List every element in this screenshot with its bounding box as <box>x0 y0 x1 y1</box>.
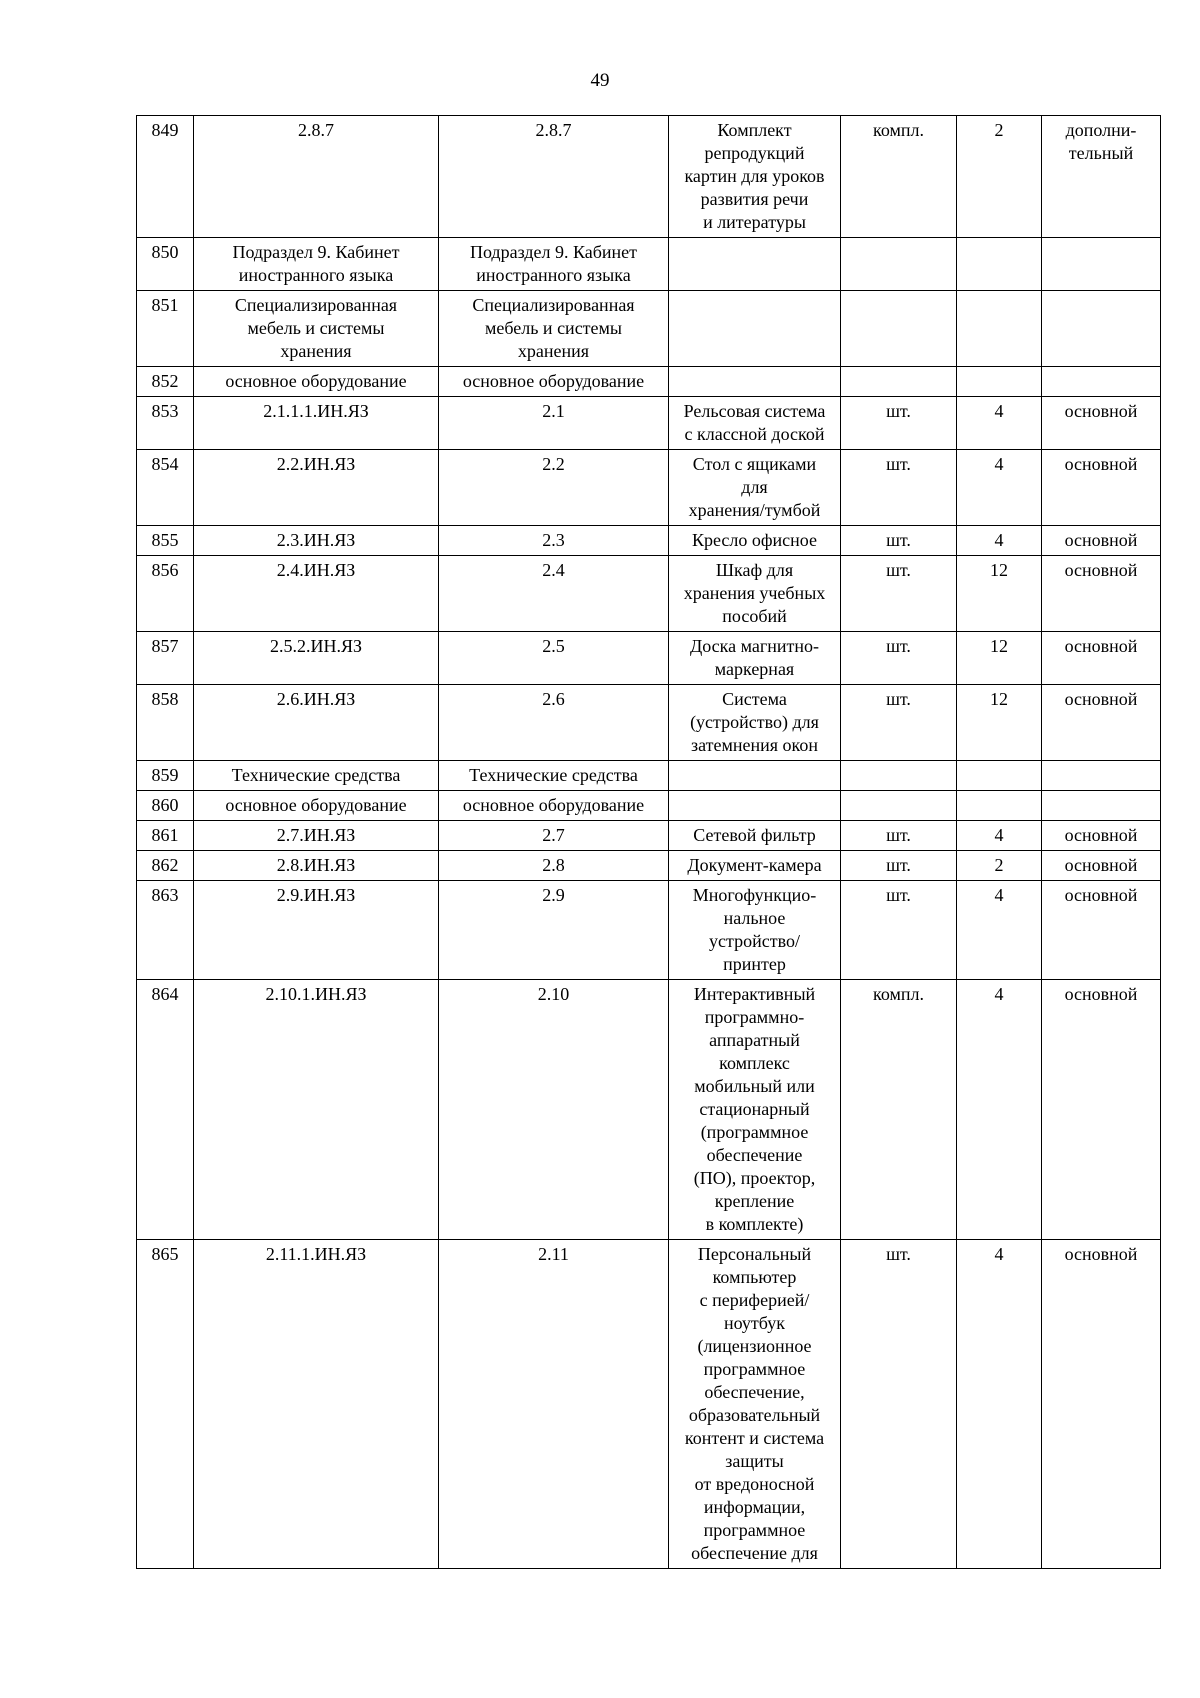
cell-section: 2.5 <box>439 632 669 685</box>
cell-name: Персональный компьютер с периферией/ ноутбук (лицензионное программное обеспечение, образовательный контент и система защиты от вредоносной информации, программное обеспечение для <box>669 1240 841 1569</box>
table-row <box>137 821 1161 851</box>
cell-number: 858 <box>137 685 194 761</box>
cell-name: Доска магнитно- маркерная <box>669 632 841 685</box>
cell-section: основное оборудование <box>439 791 669 821</box>
cell-unit: шт. <box>841 556 957 632</box>
cell-unit: компл. <box>841 116 957 238</box>
cell-section: основное оборудование <box>439 367 669 397</box>
cell-type <box>1042 367 1161 397</box>
cell-unit: шт. <box>841 685 957 761</box>
cell-section: 2.8 <box>439 851 669 881</box>
cell-code: 2.5.2.ИН.ЯЗ <box>194 632 439 685</box>
cell-number: 860 <box>137 791 194 821</box>
cell-type: основной <box>1042 526 1161 556</box>
cell-section: 2.1 <box>439 397 669 450</box>
cell-code: 2.2.ИН.ЯЗ <box>194 450 439 526</box>
cell-number: 864 <box>137 980 194 1240</box>
cell-code: 2.9.ИН.ЯЗ <box>194 881 439 980</box>
cell-number: 849 <box>137 116 194 238</box>
cell-section: 2.3 <box>439 526 669 556</box>
table-row <box>137 291 1161 367</box>
cell-code: 2.4.ИН.ЯЗ <box>194 556 439 632</box>
cell-unit: шт. <box>841 397 957 450</box>
cell-unit: шт. <box>841 821 957 851</box>
cell-type: основной <box>1042 685 1161 761</box>
cell-number: 854 <box>137 450 194 526</box>
cell-code: 2.8.7 <box>194 116 439 238</box>
cell-code: 2.11.1.ИН.ЯЗ <box>194 1240 439 1569</box>
cell-type <box>1042 238 1161 291</box>
cell-name: Многофункцио- нальное устройство/ принтер <box>669 881 841 980</box>
table-row <box>137 881 1161 980</box>
equipment-table <box>136 115 1161 1569</box>
cell-section: 2.2 <box>439 450 669 526</box>
cell-quantity: 4 <box>957 1240 1042 1569</box>
cell-type <box>1042 791 1161 821</box>
table-row <box>137 632 1161 685</box>
cell-unit: шт. <box>841 632 957 685</box>
cell-name <box>669 367 841 397</box>
table-row <box>137 851 1161 881</box>
table-row <box>137 685 1161 761</box>
table-row <box>137 791 1161 821</box>
cell-quantity <box>957 238 1042 291</box>
cell-quantity <box>957 291 1042 367</box>
cell-name: Документ-камера <box>669 851 841 881</box>
cell-quantity: 2 <box>957 851 1042 881</box>
cell-quantity: 4 <box>957 397 1042 450</box>
cell-type: основной <box>1042 397 1161 450</box>
table-row <box>137 238 1161 291</box>
cell-number: 857 <box>137 632 194 685</box>
table-row <box>137 397 1161 450</box>
cell-code: 2.6.ИН.ЯЗ <box>194 685 439 761</box>
cell-code: 2.8.ИН.ЯЗ <box>194 851 439 881</box>
cell-unit <box>841 367 957 397</box>
cell-quantity: 12 <box>957 685 1042 761</box>
cell-type: основной <box>1042 556 1161 632</box>
cell-type: дополни- тельный <box>1042 116 1161 238</box>
cell-quantity: 4 <box>957 881 1042 980</box>
cell-number: 861 <box>137 821 194 851</box>
cell-unit: шт. <box>841 450 957 526</box>
cell-type <box>1042 761 1161 791</box>
cell-type: основной <box>1042 881 1161 980</box>
cell-name: Стол с ящиками для хранения/тумбой <box>669 450 841 526</box>
cell-number: 853 <box>137 397 194 450</box>
cell-code: основное оборудование <box>194 367 439 397</box>
cell-section: 2.7 <box>439 821 669 851</box>
cell-type <box>1042 291 1161 367</box>
cell-section: 2.9 <box>439 881 669 980</box>
table-row <box>137 116 1161 238</box>
cell-name <box>669 291 841 367</box>
cell-code: Технические средства <box>194 761 439 791</box>
cell-unit: шт. <box>841 881 957 980</box>
cell-name <box>669 791 841 821</box>
cell-name: Кресло офисное <box>669 526 841 556</box>
cell-unit: компл. <box>841 980 957 1240</box>
cell-code: 2.7.ИН.ЯЗ <box>194 821 439 851</box>
cell-number: 863 <box>137 881 194 980</box>
cell-number: 855 <box>137 526 194 556</box>
cell-section: Подраздел 9. Кабинет иностранного языка <box>439 238 669 291</box>
cell-quantity: 4 <box>957 526 1042 556</box>
cell-number: 856 <box>137 556 194 632</box>
cell-type: основной <box>1042 1240 1161 1569</box>
cell-code: 2.1.1.1.ИН.ЯЗ <box>194 397 439 450</box>
cell-unit: шт. <box>841 526 957 556</box>
cell-quantity: 2 <box>957 116 1042 238</box>
cell-type: основной <box>1042 632 1161 685</box>
cell-quantity <box>957 761 1042 791</box>
cell-quantity: 12 <box>957 632 1042 685</box>
cell-type: основной <box>1042 980 1161 1240</box>
table-row <box>137 526 1161 556</box>
cell-number: 850 <box>137 238 194 291</box>
cell-name: Интерактивный программно- аппаратный комплекс мобильный или стационарный (программное обеспечение (ПО), проектор, крепление в комплекте) <box>669 980 841 1240</box>
cell-section: Специализированная мебель и системы хранения <box>439 291 669 367</box>
cell-section: 2.4 <box>439 556 669 632</box>
cell-unit: шт. <box>841 851 957 881</box>
cell-unit <box>841 291 957 367</box>
cell-quantity <box>957 367 1042 397</box>
cell-name: Сетевой фильтр <box>669 821 841 851</box>
cell-code: основное оборудование <box>194 791 439 821</box>
cell-section: 2.6 <box>439 685 669 761</box>
cell-number: 859 <box>137 761 194 791</box>
cell-number: 852 <box>137 367 194 397</box>
cell-quantity: 4 <box>957 821 1042 851</box>
cell-type: основной <box>1042 821 1161 851</box>
page-number: 49 <box>590 70 610 91</box>
cell-unit <box>841 791 957 821</box>
cell-code: 2.3.ИН.ЯЗ <box>194 526 439 556</box>
cell-name <box>669 238 841 291</box>
table-row <box>137 761 1161 791</box>
cell-section: 2.11 <box>439 1240 669 1569</box>
cell-quantity: 12 <box>957 556 1042 632</box>
cell-type: основной <box>1042 851 1161 881</box>
cell-unit <box>841 238 957 291</box>
cell-name: Шкаф для хранения учебных пособий <box>669 556 841 632</box>
cell-code: Подраздел 9. Кабинет иностранного языка <box>194 238 439 291</box>
cell-unit <box>841 761 957 791</box>
cell-number: 851 <box>137 291 194 367</box>
cell-name <box>669 761 841 791</box>
cell-name: Система (устройство) для затемнения окон <box>669 685 841 761</box>
cell-type: основной <box>1042 450 1161 526</box>
cell-name: Комплект репродукций картин для уроков развития речи и литературы <box>669 116 841 238</box>
table-row <box>137 556 1161 632</box>
cell-quantity <box>957 791 1042 821</box>
cell-quantity: 4 <box>957 450 1042 526</box>
cell-number: 862 <box>137 851 194 881</box>
cell-number: 865 <box>137 1240 194 1569</box>
cell-section: Технические средства <box>439 761 669 791</box>
table-row <box>137 367 1161 397</box>
table-row <box>137 450 1161 526</box>
cell-quantity: 4 <box>957 980 1042 1240</box>
cell-section: 2.10 <box>439 980 669 1240</box>
table-row <box>137 980 1161 1240</box>
cell-code: Специализированная мебель и системы хранения <box>194 291 439 367</box>
cell-unit: шт. <box>841 1240 957 1569</box>
cell-code: 2.10.1.ИН.ЯЗ <box>194 980 439 1240</box>
table-row <box>137 1240 1161 1569</box>
cell-section: 2.8.7 <box>439 116 669 238</box>
cell-name: Рельсовая система с классной доской <box>669 397 841 450</box>
